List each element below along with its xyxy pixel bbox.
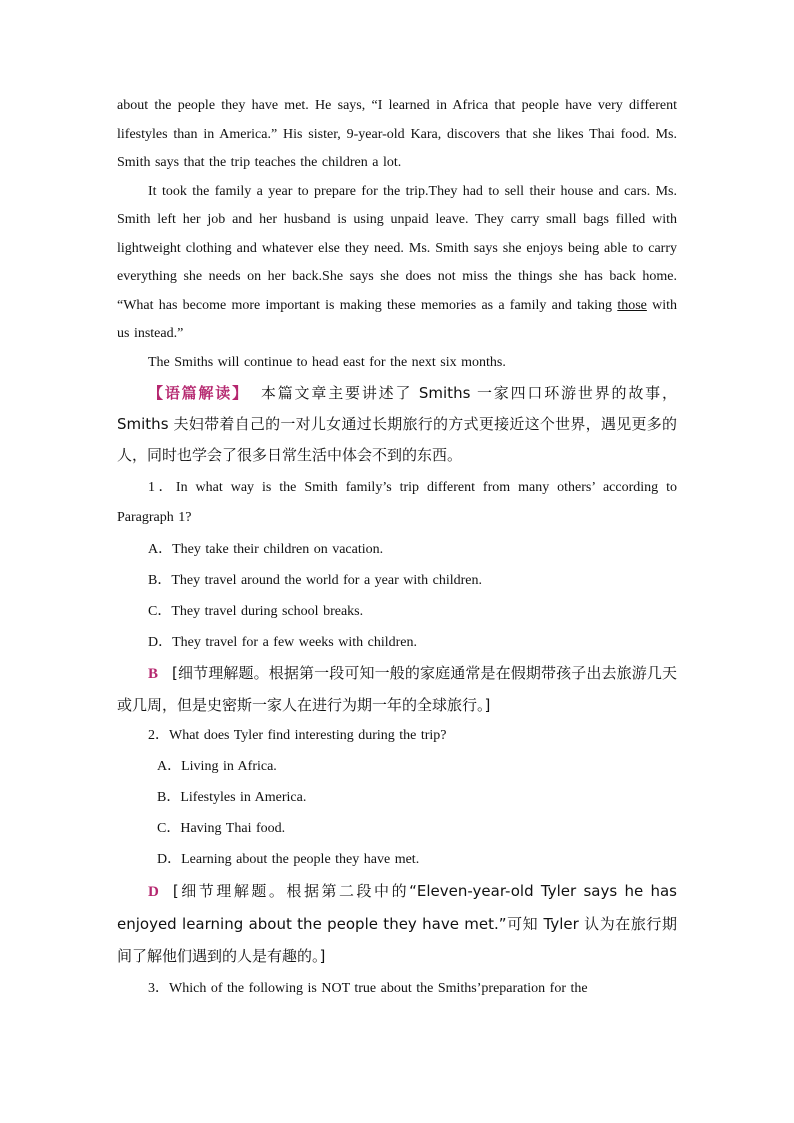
question-2-answer: D: [148, 884, 159, 900]
question-2-option-c: C．Having Thai food.: [157, 821, 286, 836]
question-1-option-d: D．They travel for a few weeks with children.: [148, 635, 418, 650]
question-2-option-a: A．Living in Africa.: [157, 759, 277, 774]
question-1-answer: B: [148, 666, 159, 682]
question-2-option-b: B．Lifestyles in America.: [157, 790, 307, 805]
question-1-explanation: [细节理解题。根据第一段可知一般的家庭通常是在假期带孩子出去旅游几天或几周，但是史密斯一家人在进行为期一年的全球旅行。]: [117, 664, 677, 714]
question-2-explanation: [细节理解题。根据第二段中的“Eleven-year-old Tyler says he has enjoyed learning about the people they have met.”可知 Tyler 认为在旅行期间了解他们遇到的人是有趣的。]: [117, 882, 677, 965]
underlined-word-those: those: [617, 297, 647, 313]
analysis-tag: 【语篇解读】: [148, 384, 249, 402]
question-1-answer-block: [117, 658, 677, 721]
question-1-option-b: B．They travel around the world for a year with children.: [148, 573, 483, 588]
document-page: [117, 92, 677, 1004]
question-3-stem: 3．Which of the following is NOT true about the Smiths’preparation for the: [148, 981, 588, 996]
passage-p2-text: It took the family a year to prepare for the trip.They had to sell their house and cars. Ms. Smith left her job and her husband is using unpaid leave. They carry small bags filled with lightweight clothing and whatever else they need. Ms. Smith says she enjoys being able to carry everything she needs on her back.She says she does not miss the things she has back home. “What has become more important is making these memories as a family and taking: [117, 183, 677, 313]
passage-paragraph-3: The Smiths will continue to head east for the next six months.: [148, 354, 506, 370]
question-1-option-c: C．They travel during school breaks.: [148, 604, 364, 619]
passage-paragraph-2: [117, 178, 677, 349]
analysis-text: 本篇文章主要讲述了 Smiths 一家四口环游世界的故事，Smiths 夫妇带着自己的一对儿女通过长期旅行的方式更接近这个世界，遇见更多的人，同时也学会了很多日常生活中体会不到的东西。: [117, 384, 677, 464]
discourse-analysis: [117, 378, 677, 471]
question-1-option-a: A．They take their children on vacation.: [148, 542, 384, 557]
question-2-stem: 2．What does Tyler find interesting during the trip?: [148, 728, 447, 743]
question-2-answer-block: [117, 875, 677, 972]
passage-p2-end: with us instead.”: [117, 297, 678, 341]
question-1-stem: 1．In what way is the Smith family’s trip different from many others’ according to Paragraph 1?: [117, 480, 677, 525]
passage-paragraph-1-continued: about the people they have met. He says, “I learned in Africa that people have very different lifestyles than in America.” His sister, 9-year-old Kara, discovers that she likes Thai food. Ms. Smith says that the trip teaches the children a lot.: [117, 98, 677, 170]
question-2-option-d: D．Learning about the people they have met.: [157, 852, 420, 867]
